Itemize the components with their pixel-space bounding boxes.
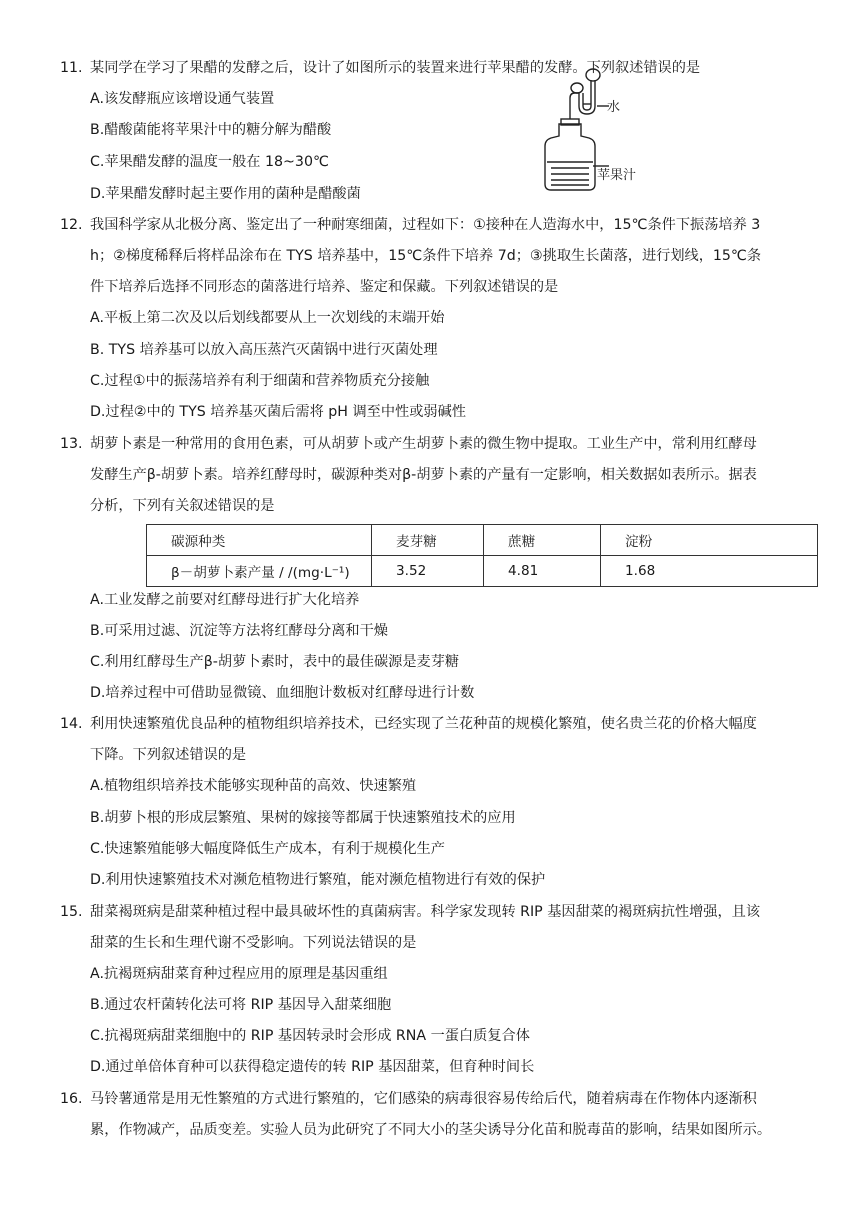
water-label: 水 (607, 100, 621, 115)
question-number: 14. (60, 716, 83, 732)
table-cell: 3.52 (372, 556, 484, 587)
table-cell: 蔗糖 (484, 525, 601, 556)
question-number: 15. (60, 904, 83, 920)
option-b: B. TYS 培养基可以放入高压蒸汽灭菌锅中进行灭菌处理 (90, 342, 438, 358)
option-d: D.通过单倍体育种可以获得稳定遗传的转 RIP 基因甜菜，但育种时间长 (90, 1059, 535, 1075)
apple-juice-label: 苹果汁 (597, 168, 637, 183)
option-d: D.过程②中的 TYS 培养基灭菌后需将 pH 调至中性或弱碱性 (90, 404, 466, 420)
option-a: A.平板上第二次及以后划线都要从上一次划线的末端开始 (90, 310, 445, 326)
table-cell: 1.68 (601, 556, 818, 587)
question-stem: 某同学在学习了果醋的发酵之后，设计了如图所示的装置来进行苹果醋的发酵。下列叙述错误的是 (90, 60, 701, 76)
fermentation-bottle-icon (537, 66, 647, 196)
option-c: C.过程①中的振荡培养有利于细菌和营养物质充分接触 (90, 373, 430, 389)
option-c: C.苹果醋发酵的温度一般在 18~30℃ (90, 154, 329, 170)
option-b: B.可采用过滤、沉淀等方法将红酵母分离和干燥 (90, 623, 388, 639)
question-stem-line: 甜菜的生长和生理代谢不受影响。下列说法错误的是 (90, 935, 417, 951)
table-header-row (147, 525, 818, 556)
option-a: A.植物组织培养技术能够实现种苗的高效、快速繁殖 (90, 778, 417, 794)
table-row (147, 556, 818, 587)
question-stem-line: 件下培养后选择不同形态的菌落进行培养、鉴定和保藏。下列叙述错误的是 (90, 279, 559, 295)
option-d: D.培养过程中可借助显微镜、血细胞计数板对红酵母进行计数 (90, 685, 475, 701)
option-a: A.工业发酵之前要对红酵母进行扩大化培养 (90, 592, 360, 608)
table-cell: 4.81 (484, 556, 601, 587)
question-number: 16. (60, 1091, 83, 1107)
question-stem-line: 我国科学家从北极分离、鉴定出了一种耐寒细菌，过程如下：①接种在人造海水中，15℃条件下振荡培养 3 (90, 217, 761, 233)
option-c: C.利用红酵母生产β-胡萝卜素时，表中的最佳碳源是麦芽糖 (90, 654, 460, 670)
option-c: C.抗褐斑病甜菜细胞中的 RIP 基因转录时会形成 RNA 一蛋白质复合体 (90, 1028, 530, 1044)
option-b: B.胡萝卜根的形成层繁殖、果树的嫁接等都属于快速繁殖技术的应用 (90, 810, 516, 826)
question-number: 13. (60, 436, 83, 452)
option-a: A.该发酵瓶应该增设通气装置 (90, 91, 275, 107)
fermentation-apparatus-figure (537, 66, 647, 196)
question-stem-line: 利用快速繁殖优良品种的植物组织培养技术，已经实现了兰花种苗的规模化繁殖，使名贵兰花的价格大幅度 (90, 716, 757, 732)
table-cell: 碳源种类 (147, 525, 372, 556)
option-b: B.通过农杆菌转化法可将 RIP 基因导入甜菜细胞 (90, 997, 392, 1013)
question-stem-line: 胡萝卜素是一种常用的食用色素，可从胡萝卜或产生胡萝卜素的微生物中提取。工业生产中，常利用红酵母 (90, 436, 757, 452)
option-d: D.苹果醋发酵时起主要作用的菌种是醋酸菌 (90, 186, 361, 202)
table-cell: β－胡萝卜素产量 / /(mg·L⁻¹) (147, 556, 372, 587)
question-number: 11. (60, 60, 83, 76)
question-stem-line: h；②梯度稀释后将样品涂布在 TYS 培养基中，15℃条件下培养 7d；③挑取生长菌落，进行划线，15℃条 (90, 248, 762, 264)
question-stem-line: 累，作物减产，品质变差。实验人员为此研究了不同大小的茎尖诱导分化苗和脱毒苗的影响，结果如图所示。 (90, 1122, 772, 1138)
option-d: D.利用快速繁殖技术对濒危植物进行繁殖，能对濒危植物进行有效的保护 (90, 872, 546, 888)
question-stem-line: 甜菜褐斑病是甜菜种植过程中最具破坏性的真菌病害。科学家发现转 RIP 基因甜菜的褐斑病抗性增强，且该 (90, 904, 761, 920)
carbon-source-table (146, 524, 818, 587)
question-number: 12. (60, 217, 83, 233)
option-a: A.抗褐斑病甜菜育种过程应用的原理是基因重组 (90, 966, 388, 982)
question-stem-line: 马铃薯通常是用无性繁殖的方式进行繁殖的，它们感染的病毒很容易传给后代，随着病毒在作物体内逐渐积 (90, 1091, 757, 1107)
question-stem-line: 下降。下列叙述错误的是 (90, 747, 247, 763)
table-cell: 淀粉 (601, 525, 818, 556)
question-stem-line: 分析，下列有关叙述错误的是 (90, 498, 275, 514)
option-c: C.快速繁殖能够大幅度降低生产成本，有利于规模化生产 (90, 841, 445, 857)
option-b: B.醋酸菌能将苹果汁中的糖分解为醋酸 (90, 122, 332, 138)
question-stem-line: 发酵生产β-胡萝卜素。培养红酵母时，碳源种类对β-胡萝卜素的产量有一定影响，相关数据如表所示。据表 (90, 467, 757, 483)
table-cell: 麦芽糖 (372, 525, 484, 556)
